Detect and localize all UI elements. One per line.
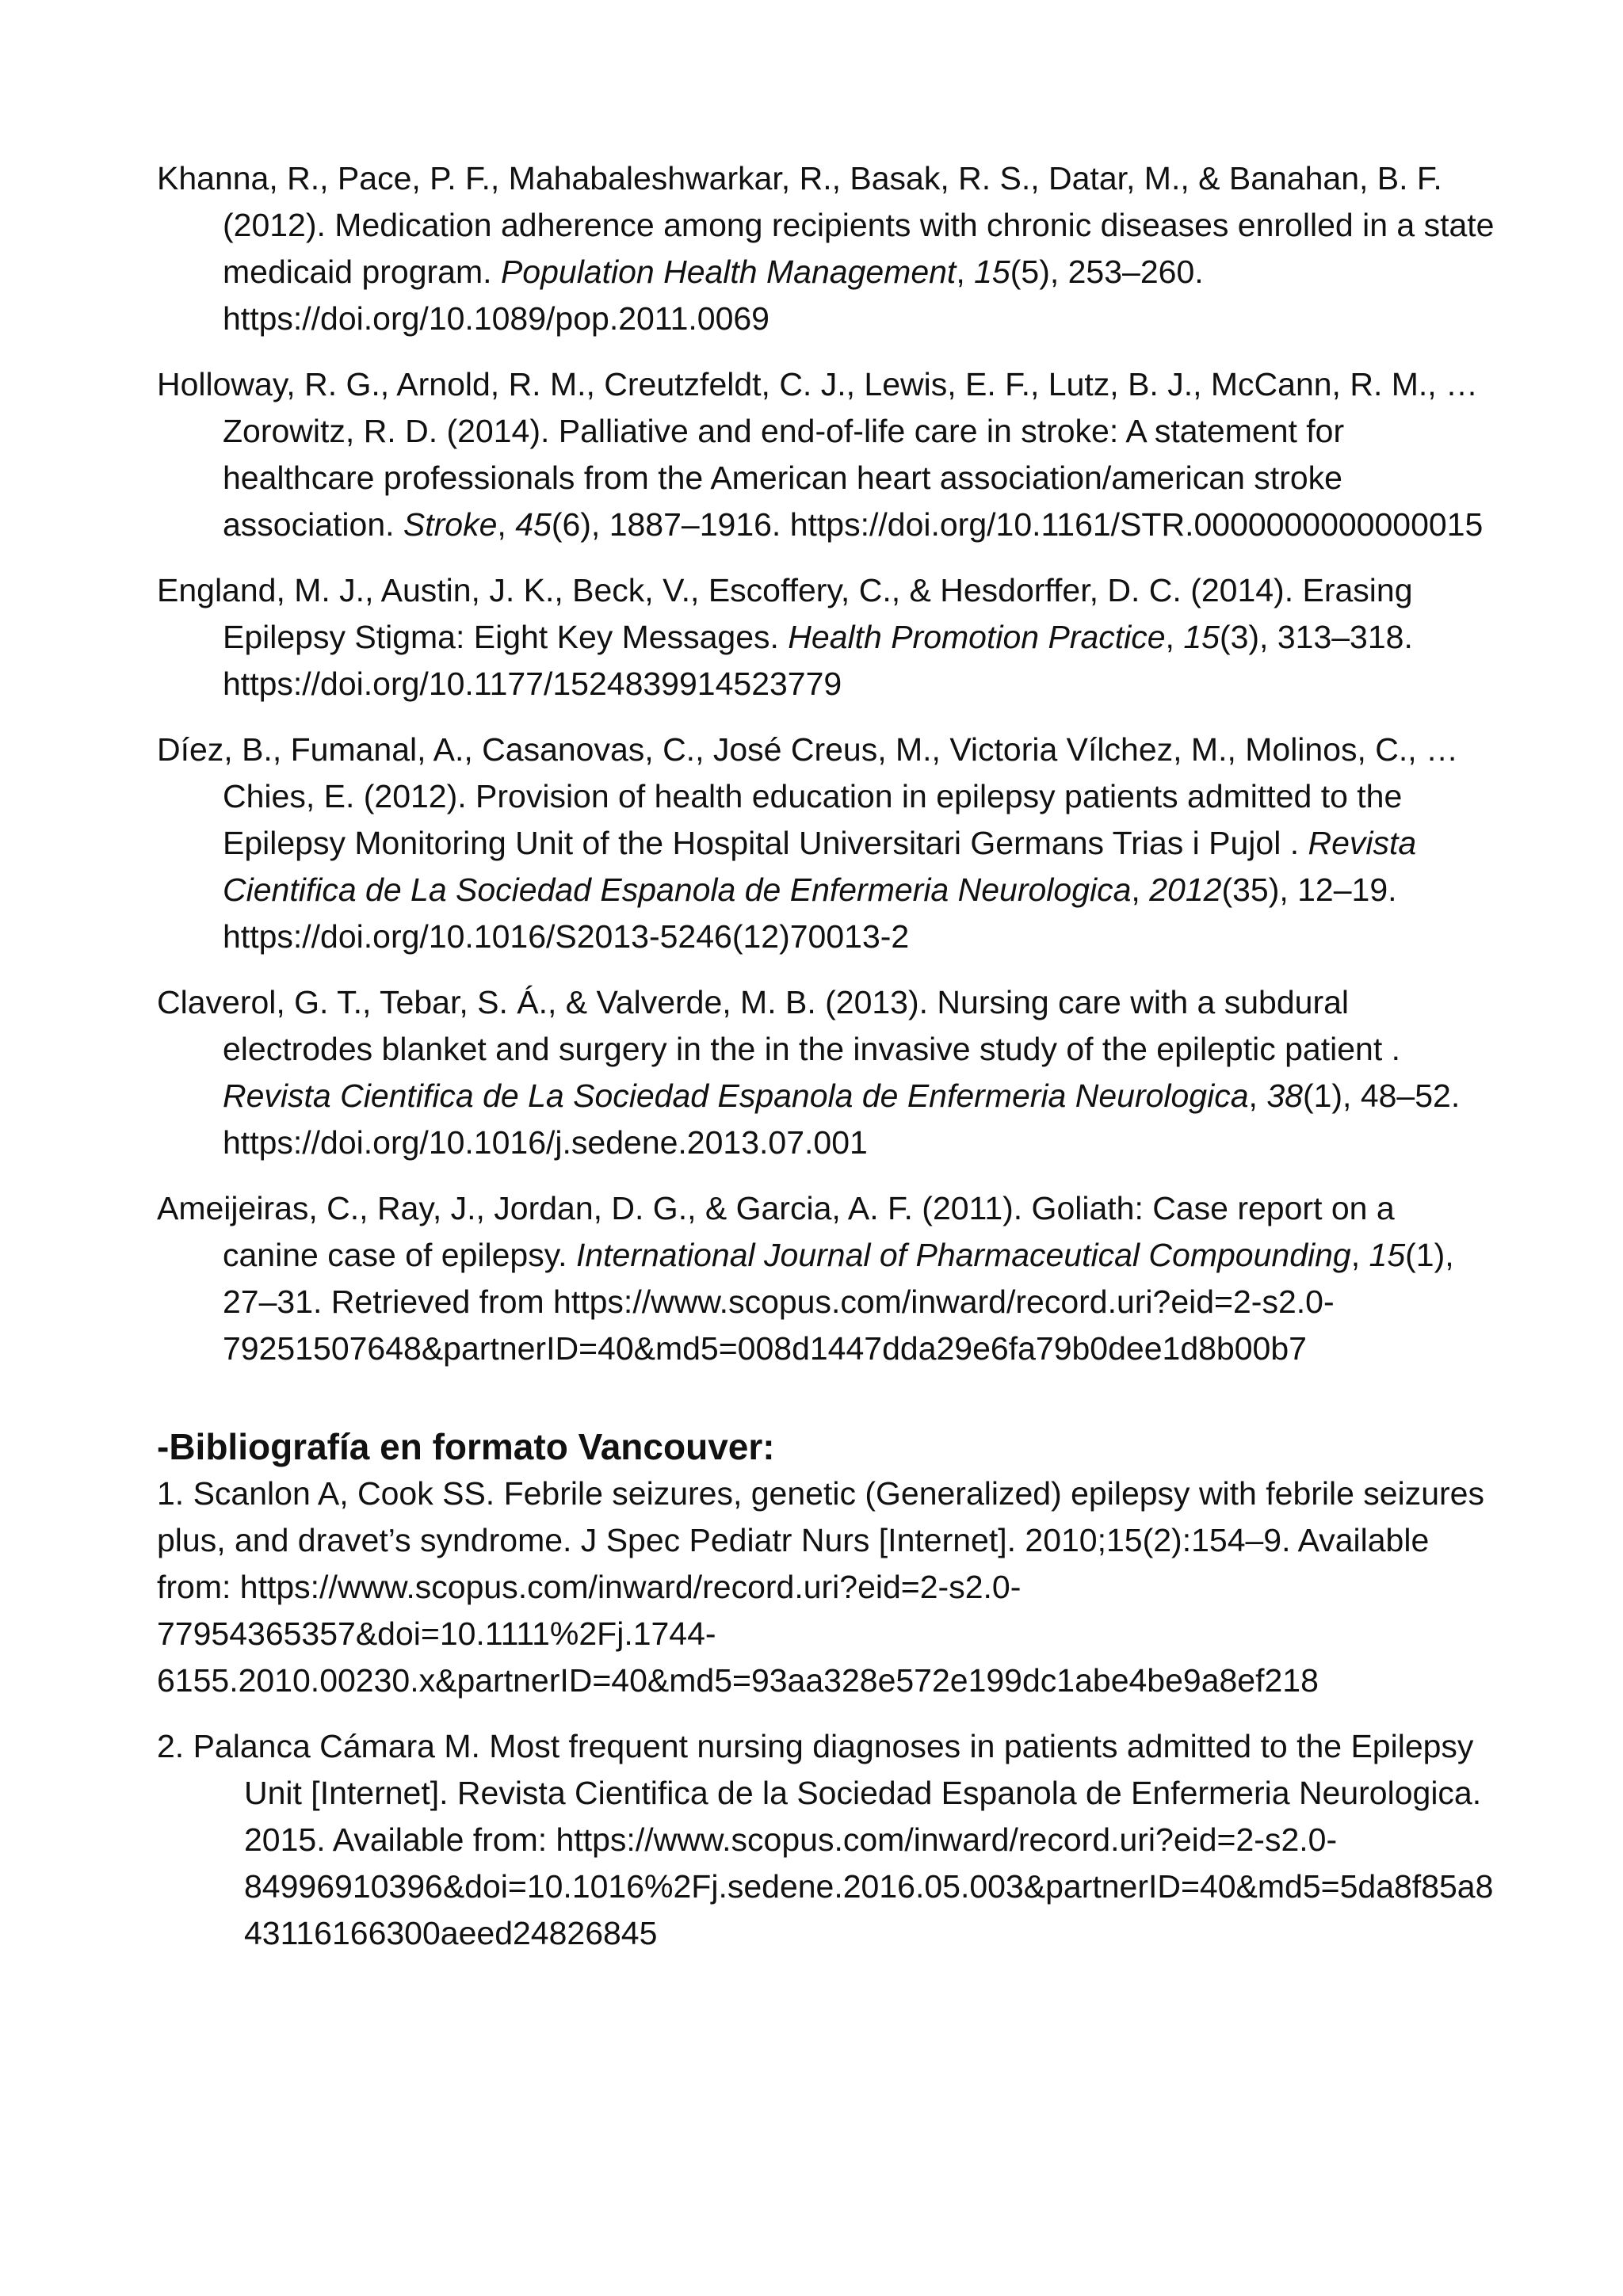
vancouver-entry: 1. Scanlon A, Cook SS. Febrile seizures, genetic (Generalized) epilepsy with febrile seizures plus, and dravet’s syndrome. J Spec Pediatr Nurs [Internet]. 2010;15(2):154–9. Available from: https://www.scopus.com/inward/record.uri?eid=2-s2.0-77954365357&doi=10.1111%2Fj.1744-6155.2010.00230.x&partnerID=40&md5=93aa328e572e199dc1abe4be9a8ef218 — [157, 1475, 1484, 1699]
reference-authors-title: Holloway, R. G., Arnold, R. M., Creutzfeldt, C. J., Lewis, E. F., Lutz, B. J., McCann, R. M., … Zorowitz, R. D. (2014). Palliative and end-of-life care in stroke: A statement for healthcare professionals from the American heart association/american stroke association. — [157, 366, 1479, 543]
reference-journal: Health Promotion Practice — [788, 619, 1166, 655]
reference-authors-title: Khanna, R., Pace, P. F., Mahabaleshwarkar, R., Basak, R. S., Datar, M., & Banahan, B. F. (2012). Medication adherence among recipients with chronic diseases enrolled in a state medicaid program. — [157, 160, 1495, 290]
reference-entry: Ameijeiras, C., Ray, J., Jordan, D. G., & Garcia, A. F. (2011). Goliath: Case report on a canine case of epilepsy. International Journal of Pharmaceutical Compounding, 15(1), 27–31. Retrieved from https://www.scopus.com/inward/record.uri?eid=2-s2.0-79251507648&partnerID=40&md5=008d1447dda29e6fa79b0dee1d8b00b7 — [157, 1190, 1454, 1367]
reference-volume: 45 — [515, 506, 552, 543]
reference-pages-doi: (3), 313–318. https://doi.org/10.1177/1524839914523779 — [223, 619, 1413, 702]
reference-volume: 38 — [1266, 1077, 1303, 1114]
reference-journal: Revista Cientifica de La Sociedad Espanola de Enfermeria Neurologica — [223, 825, 1417, 908]
reference-volume: 15 — [1369, 1237, 1406, 1273]
vancouver-entry: 2. Palanca Cámara M. Most frequent nursing diagnoses in patients admitted to the Epilepsy Unit [Internet]. Revista Cientifica de la Sociedad Espanola de Enfermeria Neurologica. 2015. Available from: https://www.scopus.com/inward/record.uri?eid=2-s2.0-84996910396&doi=10.1016%2Fj.sedene.2016.05.003&partnerID=40&md5=5da8f85a843116166300aeed24826845 — [157, 1728, 1494, 1951]
reference-authors-title: Díez, B., Fumanal, A., Casanovas, C., José Creus, M., Victoria Vílchez, M., Molinos, C., … Chies, E. (2012). Provision of health education in epilepsy patients admitted to the Epilepsy Monitoring Unit of the Hospital Universitari Germans Trias i Pujol . — [157, 731, 1459, 861]
reference-entry: Holloway, R. G., Arnold, R. M., Creutzfeldt, C. J., Lewis, E. F., Lutz, B. J., McCann, R. M., … Zorowitz, R. D. (2014). Palliative and end-of-life care in stroke: A statement for healthcare professionals from the American heart association/american stroke association. Stroke, 45(6), 1887–1916. https://doi.org/10.1161/STR.0000000000000015 — [157, 366, 1484, 543]
reference-authors-title: Claverol, G. T., Tebar, S. Á., & Valverde, M. B. (2013). Nursing care with a subdural electrodes blanket and surgery in the in the invasive study of the epileptic patient . — [157, 984, 1401, 1067]
reference-journal: Revista Cientifica de La Sociedad Espanola de Enfermeria Neurologica — [223, 1077, 1249, 1114]
reference-entry: England, M. J., Austin, J. K., Beck, V., Escoffery, C., & Hesdorffer, D. C. (2014). Erasing Epilepsy Stigma: Eight Key Messages. Health Promotion Practice, 15(3), 313–318. https://doi.org/10.1177/1524839914523779 — [157, 572, 1413, 702]
section-heading-vancouver: -Bibliografía en formato Vancouver: — [157, 1426, 775, 1467]
reference-pages-doi: (6), 1887–1916. https://doi.org/10.1161/STR.0000000000000015 — [551, 506, 1484, 543]
reference-entry: Díez, B., Fumanal, A., Casanovas, C., José Creus, M., Victoria Vílchez, M., Molinos, C., … Chies, E. (2012). Provision of health education in epilepsy patients admitted to the Epilepsy Monitoring Unit of the Hospital Universitari Germans Trias i Pujol . Revista Cientifica de La Sociedad Espanola de Enfermeria Neurologica, 2012(35), 12–19. https://doi.org/10.1016/S2013-5246(12)70013-2 — [157, 731, 1459, 955]
vancouver-reference-list — [157, 1470, 1496, 1957]
reference-journal: Population Health Management — [500, 254, 957, 290]
reference-journal: Stroke — [403, 506, 498, 543]
reference-volume: 2012 — [1149, 871, 1222, 908]
reference-authors-title: England, M. J., Austin, J. K., Beck, V., Escoffery, C., & Hesdorffer, D. C. (2014). Erasing Epilepsy Stigma: Eight Key Messages. — [157, 572, 1413, 655]
reference-pages-doi: (1), 48–52. https://doi.org/10.1016/j.sedene.2013.07.001 — [223, 1077, 1461, 1161]
reference-entry: Claverol, G. T., Tebar, S. Á., & Valverde, M. B. (2013). Nursing care with a subdural electrodes blanket and surgery in the in the invasive study of the epileptic patient . Revista Cientifica de La Sociedad Espanola de Enfermeria Neurologica, 38(1), 48–52. https://doi.org/10.1016/j.sedene.2013.07.001 — [157, 984, 1461, 1161]
reference-journal: International Journal of Pharmaceutical Compounding — [575, 1237, 1351, 1273]
reference-pages-doi: (35), 12–19. https://doi.org/10.1016/S2013-5246(12)70013-2 — [223, 871, 1397, 955]
reference-volume: 15 — [1183, 619, 1220, 655]
reference-authors-title: Ameijeiras, C., Ray, J., Jordan, D. G., & Garcia, A. F. (2011). Goliath: Case report on a canine case of epilepsy. — [157, 1190, 1395, 1273]
document-page — [157, 155, 1496, 1976]
reference-pages-doi: (5), 253–260. https://doi.org/10.1089/pop.2011.0069 — [223, 254, 1204, 337]
reference-pages-doi: (1), 27–31. Retrieved from https://www.scopus.com/inward/record.uri?eid=2-s2.0-79251507648&partnerID=40&md5=008d1447dda29e6fa79b0dee1d8b00b7 — [223, 1237, 1454, 1367]
reference-entry: Khanna, R., Pace, P. F., Mahabaleshwarkar, R., Basak, R. S., Datar, M., & Banahan, B. F. (2012). Medication adherence among recipients with chronic diseases enrolled in a state medicaid program. Population Health Management, 15(5), 253–260. https://doi.org/10.1089/pop.2011.0069 — [157, 160, 1495, 337]
reference-volume: 15 — [974, 254, 1010, 290]
apa-reference-list — [157, 155, 1496, 1372]
